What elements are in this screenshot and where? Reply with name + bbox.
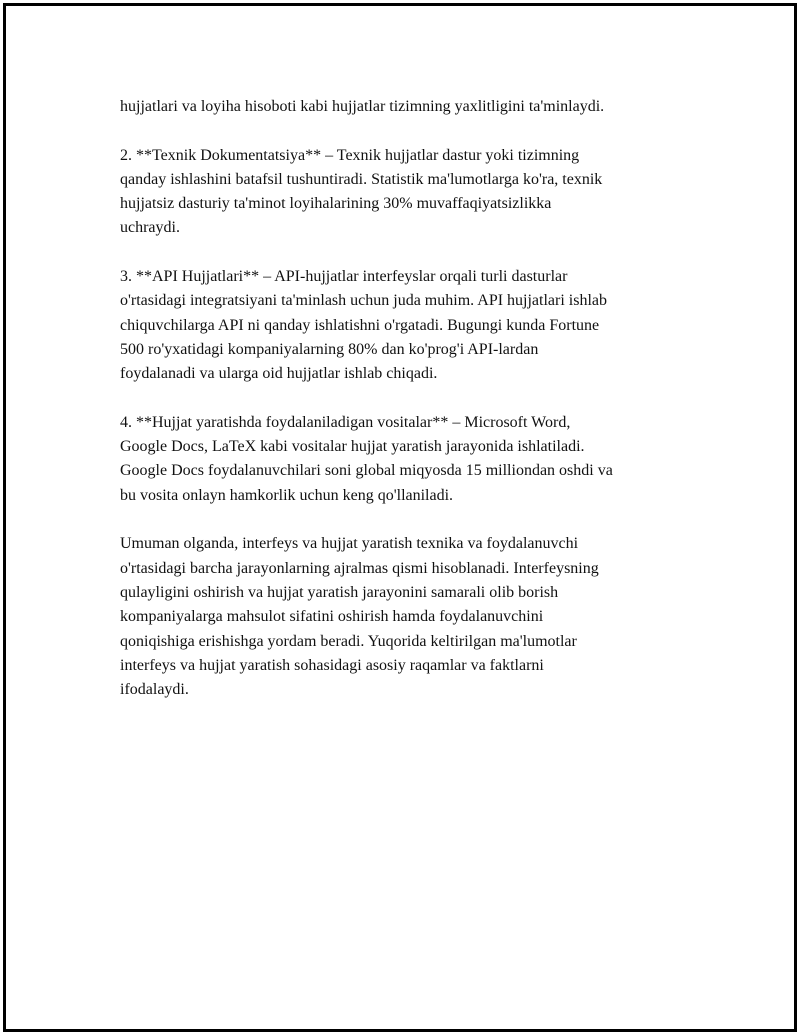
paragraph-intro-continuation [120,95,710,119]
text-line: foydalanadi va ularga oid hujjatlar ishlab chiqadi. [120,365,438,383]
text-line: interfeys va hujjat yaratish sohasidagi asosiy raqamlar va faktlarni [120,656,544,674]
paragraph-item-4-vositalar [120,411,710,508]
text-line: o'rtasidagi barcha jarayonlarning ajralmas qismi hisoblanadi. Interfeysning [120,559,599,577]
text-line: 2. **Texnik Dokumentatsiya** – Texnik hujjatlar dastur yoki tizimning [120,146,580,164]
text-line: 500 ro'yxatidagi kompaniyalarning 80% dan ko'prog'i API-lardan [120,340,539,358]
text-line: qanday ishlashini batafsil tushuntiradi. Statistik ma'lumotlarga ko'ra, texnik [120,170,603,188]
text-line: hujjatsiz dasturiy ta'minot loyihalarining 30% muvaffaqiyatsizlikka [120,195,552,213]
text-line: chiquvchilarga API ni qanday ishlatishni o'rgatadi. Bugungi kunda Fortune [120,316,600,334]
text-line: bu vosita onlayn hamkorlik uchun keng qo'llaniladi. [120,486,454,504]
text-line: o'rtasidagi integratsiyani ta'minlash uchun juda muhim. API hujjatlari ishlab [120,292,608,310]
paragraph-conclusion [120,532,710,702]
text-line: Google Docs foydalanuvchilari soni global miqyosda 15 milliondan oshdi va [120,462,613,480]
text-line: 3. **API Hujjatlari** – API-hujjatlar interfeyslar orqali turli dasturlar [120,268,568,286]
paragraph-item-2-texnik-dokumentatsiya [120,144,710,241]
text-line: uchraydi. [120,219,180,237]
document-body [120,95,710,727]
paragraph-item-3-api-hujjatlari [120,265,710,386]
text-line: ifodalaydi. [120,681,189,699]
text-line: Google Docs, LaTeX kabi vositalar hujjat yaratish jarayonida ishlatiladi. [120,438,585,456]
text-line: 4. **Hujjat yaratishda foydalaniladigan vositalar** – Microsoft Word, [120,413,571,431]
text-line: qulayligini oshirish va hujjat yaratish jarayonini samarali olib borish [120,583,559,601]
text-line: kompaniyalarga mahsulot sifatini oshirish hamda foydalanuvchini [120,608,544,626]
document-page [3,3,797,1032]
text-line: qoniqishiga erishishga yordam beradi. Yuqorida keltirilgan ma'lumotlar [120,632,577,650]
text-line: Umuman olganda, interfeys va hujjat yaratish texnika va foydalanuvchi [120,535,579,553]
text-line: hujjatlari va loyiha hisoboti kabi hujjatlar tizimning yaxlitligini ta'minlaydi. [120,98,605,115]
